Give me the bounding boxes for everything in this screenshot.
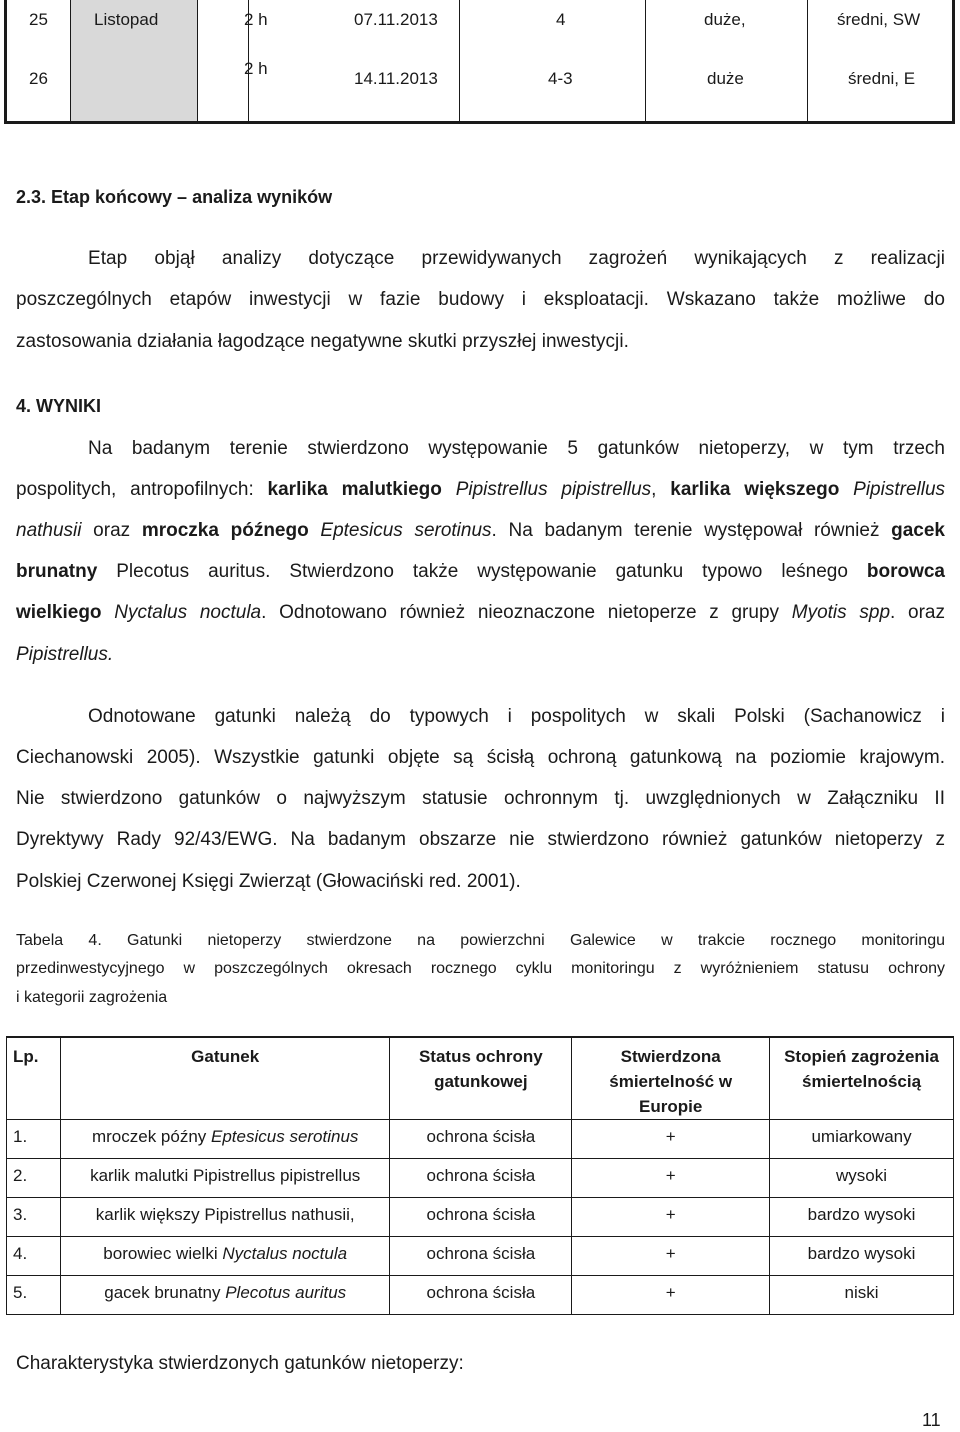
table-row: 5. gacek brunatny Plecotus auritus ochrona ścisła + niski bbox=[7, 1276, 954, 1315]
results-line: Dyrektywy Rady 92/43/EWG. Na badanym obszarze nie stwierdzono również gatunków nietoperzy z bbox=[16, 829, 945, 850]
row-month: Listopad bbox=[94, 10, 159, 29]
row-count: 4 bbox=[556, 10, 566, 29]
survey-table-continuation bbox=[4, 0, 955, 124]
section-heading-4: 4. WYNIKI bbox=[16, 396, 102, 416]
table-caption-line: i kategorii zagrożenia bbox=[16, 989, 168, 1006]
row-nr: 26 bbox=[29, 69, 48, 88]
page-number: 11 bbox=[922, 1410, 941, 1430]
header-threat: Stopień zagrożenia śmiertelnością bbox=[770, 1037, 954, 1120]
results-line: brunatny Plecotus auritus. Stwierdzono także występowanie gatunku typowo leśnego borowca bbox=[16, 561, 945, 582]
row-size: duże, bbox=[704, 10, 746, 29]
table-row: 4. borowiec wielki Nyctalus noctula ochrona ścisła + bardzo wysoki bbox=[7, 1237, 954, 1276]
results-line: wielkiego Nyctalus noctula. Odnotowano również nieoznaczone nietoperze z grupy Myotis spp. oraz bbox=[16, 602, 945, 623]
table-caption-line: Tabela 4. Gatunki nietoperzy stwierdzone na powierzchni Galewice w trakcie rocznego monitoringu bbox=[16, 932, 945, 949]
row-wind: średni, E bbox=[848, 69, 916, 88]
table-row: 3. karlik większy Pipistrellus nathusii, ochrona ścisła + bardzo wysoki bbox=[7, 1198, 954, 1237]
row-size: duże bbox=[707, 69, 744, 88]
paragraph-line: zastosowania działania łagodzące negatywne skutki przyszłej inwestycji. bbox=[16, 331, 629, 352]
paragraph-line: Etap objął analizy dotyczące przewidywanych zagrożeń wynikających z realizacji bbox=[88, 248, 945, 269]
row-count: 4-3 bbox=[548, 69, 573, 88]
results-line: pospolitych, antropofilnych: karlika malutkiego Pipistrellus pipistrellus, karlika większego Pipistrellus bbox=[16, 479, 946, 500]
results-line: Na badanym terenie stwierdzono występowanie 5 gatunków nietoperzy, w tym trzech bbox=[88, 438, 945, 459]
results-line: Nie stwierdzono gatunków o najwyższym statusie ochronnym tj. uwzględnionych w Załączniku II bbox=[16, 788, 945, 809]
section-heading-2-3: 2.3. Etap końcowy – analiza wyników bbox=[16, 187, 333, 207]
header-mortality: Stwierdzona śmiertelność w Europie bbox=[572, 1037, 770, 1120]
row-date: 14.11.2013 bbox=[354, 69, 438, 88]
paragraph-line: poszczególnych etapów inwestycji w fazie budowy i eksploatacji. Wskazano także możliwe do bbox=[16, 289, 945, 310]
results-line: nathusii oraz mroczka późnego Eptesicus serotinus. Na badanym terenie występował również gacek bbox=[16, 520, 945, 541]
table-row: 2. karlik malutki Pipistrellus pipistrellus ochrona ścisła + wysoki bbox=[7, 1159, 954, 1198]
characteristics-heading: Charakterystyka stwierdzonych gatunków nietoperzy: bbox=[16, 1353, 464, 1374]
table-row: 1. mroczek późny Eptesicus serotinus ochrona ścisła + umiarkowany bbox=[7, 1120, 954, 1159]
header-status: Status ochrony gatunkowej bbox=[390, 1037, 572, 1120]
row-hours: 2 h bbox=[244, 59, 268, 78]
row-date: 07.11.2013 bbox=[354, 10, 438, 29]
row-nr: 25 bbox=[29, 10, 48, 29]
row-hours: 2 h bbox=[244, 10, 268, 29]
table-header-row bbox=[7, 1037, 954, 1120]
row-wind: średni, SW bbox=[837, 10, 921, 29]
header-lp: Lp. bbox=[7, 1037, 61, 1120]
results-line: Polskiej Czerwonej Księgi Zwierząt (Głowaciński red. 2001). bbox=[16, 871, 521, 892]
header-species: Gatunek bbox=[60, 1037, 389, 1120]
results-line: Odnotowane gatunki należą do typowych i pospolitych w skali Polski (Sachanowicz i bbox=[88, 706, 945, 727]
species-table bbox=[6, 1036, 954, 1315]
table-caption-line: przedinwestycyjnego w poszczególnych okresach rocznego cyklu monitoringu z wyróżnieniem statusu ochrony bbox=[16, 960, 945, 977]
results-line: Ciechanowski 2005). Wszystkie gatunki objęte są ścisłą ochroną gatunkową na poziomie krajowym. bbox=[16, 747, 945, 768]
results-line: Pipistrellus. bbox=[16, 644, 114, 665]
